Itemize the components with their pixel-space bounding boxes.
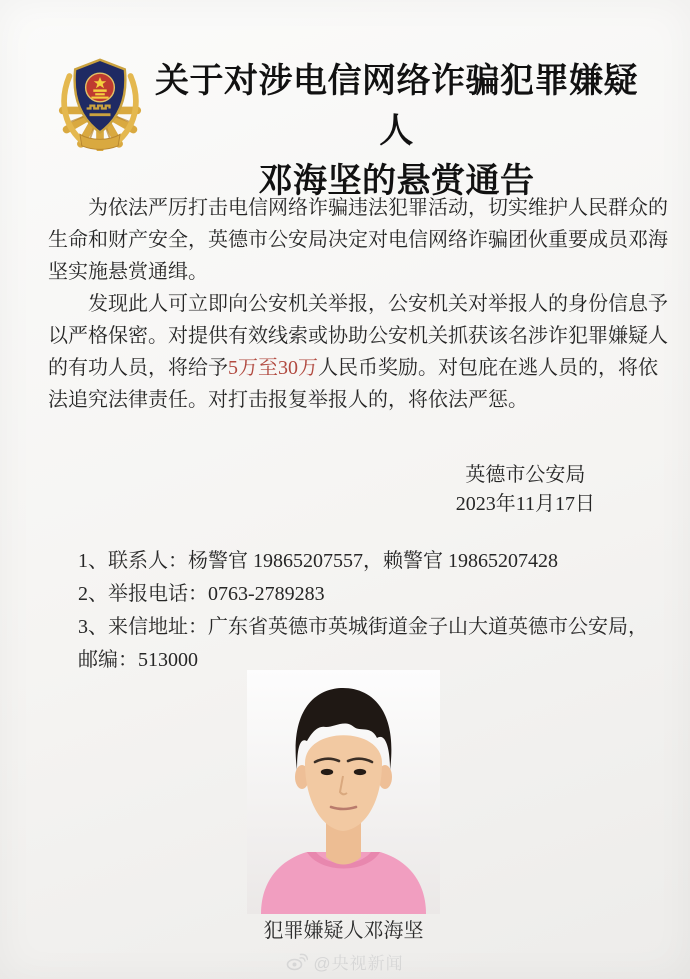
- signature-block: [456, 461, 595, 519]
- postal-code: 邮编：513000: [78, 649, 198, 671]
- police-badge-icon: [57, 55, 143, 153]
- issuing-authority: 英德市公安局: [465, 464, 586, 486]
- paragraph-1: 为依法严厉打击电信网络诈骗违法犯罪活动，切实维护人民群众的 生命和财产安全，英德市公安局决定对电信网络诈骗团伙重要成员邓海 坚实施悬赏通缉。: [48, 197, 668, 283]
- suspect-portrait-photo: [247, 670, 440, 914]
- contact-list: [78, 545, 650, 677]
- weibo-icon: [286, 953, 308, 971]
- notice-title-line1: 关于对涉电信网络诈骗犯罪嫌疑人: [155, 62, 638, 150]
- watermark-handle: @央视新闻: [313, 954, 404, 973]
- reward-line: 的有功人员，将给予5万至30万人民币奖励。对包庇在逃人员的，将依: [48, 357, 658, 379]
- mailing-address: 3、来信地址：广东省英德市英城街道金子山大道英德市公安局，: [78, 616, 648, 638]
- reward-amount: 5万至30万: [228, 357, 318, 379]
- watermark: [0, 949, 690, 974]
- issue-date: 2023年11月17日: [455, 493, 595, 515]
- notice-title: [145, 56, 648, 206]
- paragraph-2: 发现此人可立即向公安机关举报，公安机关对举报人的身份信息予 以严格保密。对提供有效线索或协助公安机关抓获该名涉诈犯罪嫌疑人 的有功人员，将给予5万至30万人民币奖励。对包庇在逃人员的，将依 法追究法律责任。对打击报复举报人的，将依法严惩。: [48, 293, 668, 411]
- notice-title-line2: 邓海坚的悬赏通告: [258, 162, 535, 200]
- report-hotline: 2、举报电话：0763-2789283: [78, 583, 325, 605]
- contact-persons: 1、联系人：杨警官 19865207557，赖警官 19865207428: [78, 550, 558, 572]
- photo-caption: 犯罪嫌疑人邓海坚: [263, 920, 424, 942]
- notice-body: [48, 192, 668, 416]
